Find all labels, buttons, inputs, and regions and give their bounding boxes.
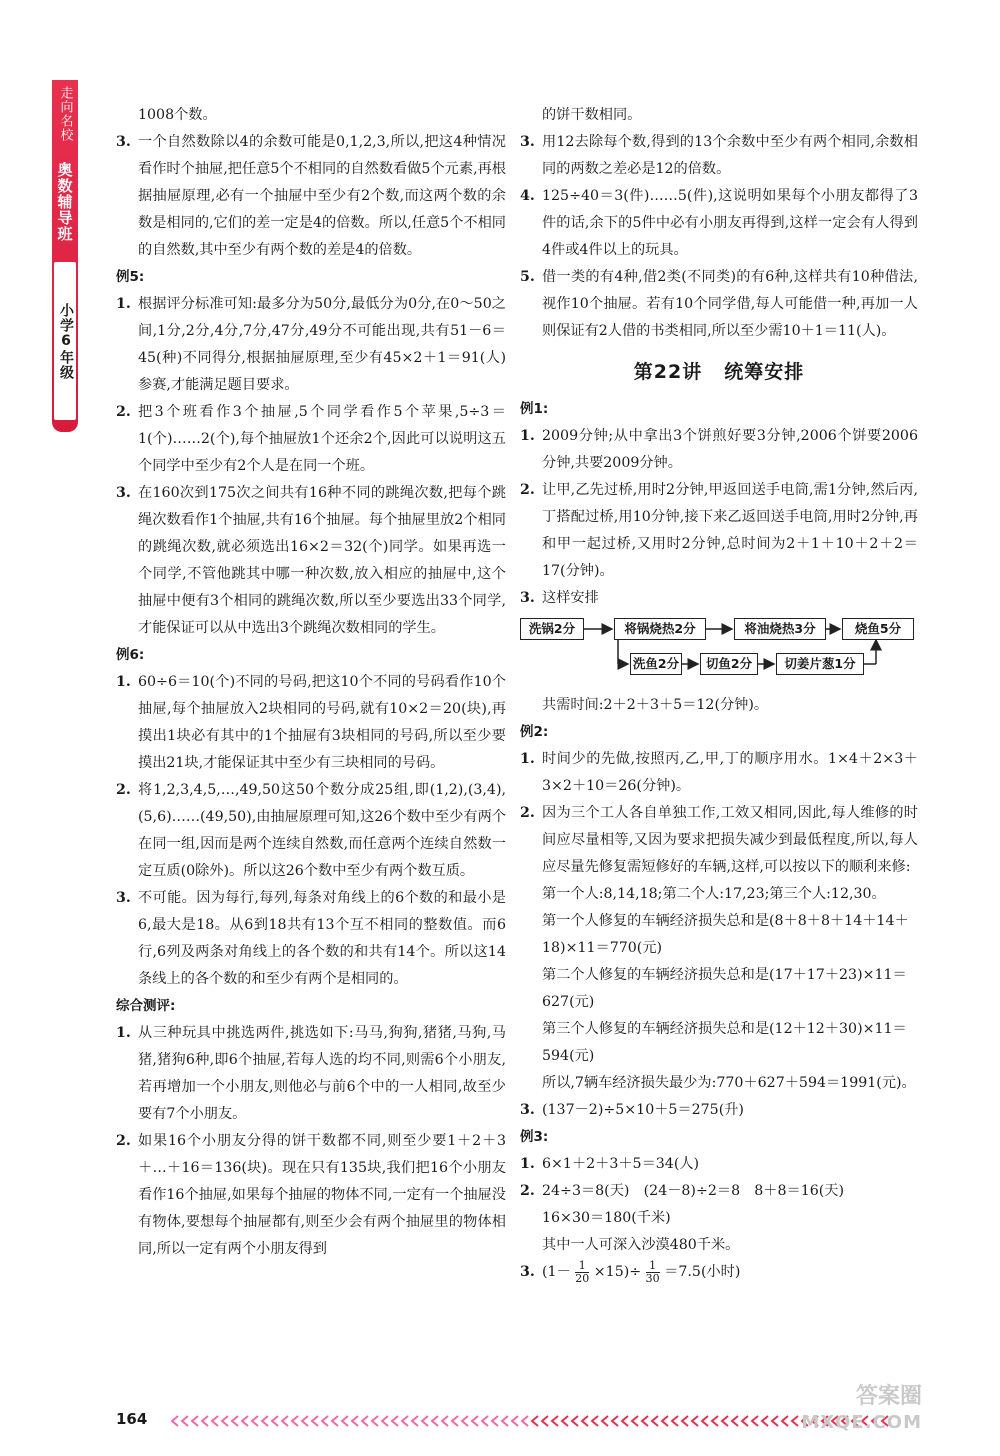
right-column <box>520 102 918 1286</box>
chevron-icon <box>632 1416 638 1426</box>
chevron-icon <box>532 1416 538 1426</box>
chevron-icon <box>352 1416 358 1426</box>
chevron-icon <box>732 1416 738 1426</box>
chevron-icon <box>672 1416 678 1426</box>
answer-item: 1. 6×1＋2＋3＋5＝34(人) <box>520 1156 700 1172</box>
answer-item: 3. 一个自然数除以4的余数可能是0,1,2,3,所以,把这4种情况看作时个抽屉,把任意5个不相同的自然数看做5个元素,再根据抽屉原理,必有一个抽屉中至少有2个数,而这两个数的余数是相同的,它们的差一定是4的倍数。所以,任意5个不相同的自然数,其中至少有两个数的差是4的倍数。 <box>116 134 506 258</box>
answer-item: 3. 不可能。因为每行,每列,每条对角线上的6个数的和最小是6,最大是18。从6到18共有13个互不相同的整数值。而6行,6列及两条对角线上的各个数的和共有14个。所以这14条线上的各个数的和至少有两个是相同的。 <box>116 890 506 987</box>
chevron-icon <box>452 1416 458 1426</box>
chevron-icon <box>272 1416 278 1426</box>
chevron-icon <box>432 1416 438 1426</box>
example-heading: 例5: <box>116 269 145 285</box>
answer-item: 2. 因为三个工人各自单独工作,工效又相同,因此,每人维修的时间应尽量相等,又因为要求把损失减少到最低程度,所以,每人应尽量先修复需短修好的车辆,这样,可以按以下的顺利来修: <box>520 805 918 875</box>
chevron-icon <box>742 1416 748 1426</box>
page-number: 164 <box>116 1410 148 1428</box>
chevron-icon <box>542 1416 548 1426</box>
chevron-icon <box>302 1416 308 1426</box>
answer-item: 1. 从三种玩具中挑选两件,挑选如下:马马,狗狗,猪猪,马狗,马猪,猪狗6种,即6个抽屉,若每人选的均不同,则需6个小朋友,若再增加一个小朋友,则他必与前6个中的一人相同,故至少要有7个小朋友。 <box>116 1025 506 1122</box>
series-course: 奥数辅导班 <box>55 162 74 242</box>
flow-step-cut-fish: 切鱼2分 <box>700 653 758 675</box>
chevron-icon <box>282 1416 288 1426</box>
chevron-icon <box>262 1416 268 1426</box>
chevron-icon <box>242 1416 248 1426</box>
lecture-name: 统筹安排 <box>724 361 805 383</box>
chevron-icon <box>222 1416 228 1426</box>
chevron-icon <box>562 1416 568 1426</box>
text-line: 16×30＝180(千米) <box>542 1210 671 1226</box>
chevron-icon <box>372 1416 378 1426</box>
chevron-icon <box>292 1416 298 1426</box>
chevron-icon <box>312 1416 318 1426</box>
chevron-icon <box>572 1416 578 1426</box>
chevron-icon <box>682 1416 688 1426</box>
fraction: $\frac{1}{20}$ <box>575 1258 590 1285</box>
chevron-icon <box>582 1416 588 1426</box>
chevron-icon <box>462 1416 468 1426</box>
series-grade: 小学6年级 <box>54 262 76 420</box>
flow-step-cook-fish: 烧鱼5分 <box>842 618 914 640</box>
watermark <box>801 1384 922 1436</box>
answer-item: 2. 将1,2,3,4,5,…,49,50这50个数分成25组,即(1,2),(3,4),(5,6)……(49,50),由抽屉原理可知,这26个数中至少有两个在同一组,因而是两个连续自然数,而任意两个连续自然数一定互质(0除外)。所以这26个数中至少有两个数互质。 <box>116 782 506 879</box>
footer-arrow-band <box>170 1414 890 1428</box>
series-side-tab <box>52 80 78 432</box>
answer-item: 2. 把3个班看作3个抽屉,5个同学看作5个苹果,5÷3＝1(个)……2(个),每个抽屉放1个还余2个,因此可以说明这五个同学中至少有2个人是在同一个班。 <box>116 404 506 474</box>
answer-item: 1. 根据评分标准可知:最多分为50分,最低分为0分,在0～50之间,1分,2分,4分,7分,47分,49分不可能出现,共有51－6＝45(种)不同得分,根据抽屉原理,至少有45×2＋1＝91(人)参赛,才能满足题目要求。 <box>116 296 506 393</box>
chevron-icon <box>512 1416 518 1426</box>
chevron-icon <box>382 1416 388 1426</box>
answer-item: 3. 在160次到175次之间共有16种不同的跳绳次数,把每个跳绳次数看作1个抽屉,共有16个抽屉。每个抽屉里放2个相同的跳绳次数,就必须选出16×2＝32(个)同学。如果再选一个同学,不管他跳其中哪一种次数,放入相应的抽屉中,这个抽屉中便有3个相同的跳绳次数,所以至少要选出33个同学,才能保证可以从中选出3个跳绳次数相同的学生。 <box>116 485 506 636</box>
review-heading: 综合测评: <box>116 998 176 1014</box>
answer-item: 5. 借一类的有4种,借2类(不同类)的有6种,这样共有10种借法,视作10个抽屉。若有10个同学借,每人可能借一种,再加一人则保证有2人借的书类相同,所以至少需10＋1＝11(人)。 <box>520 269 918 339</box>
series-label: 走向名校 <box>57 86 73 142</box>
chevron-icon <box>762 1416 768 1426</box>
chevron-icon <box>172 1416 178 1426</box>
chevron-icon <box>692 1416 698 1426</box>
chevron-icon <box>652 1416 658 1426</box>
fraction: $\frac{1}{30}$ <box>645 1258 660 1285</box>
chevron-icon <box>702 1416 708 1426</box>
answer-item: 3. (1－ $\frac{1}{20}$ ×15)÷ $\frac{1}{30}$ ＝7.5(小时) <box>520 1259 918 1286</box>
chevron-icon <box>502 1416 508 1426</box>
chevron-icon <box>232 1416 238 1426</box>
answer-item: 2. 如果16个小朋友分得的饼干数都不同,则至少要1＋2＋3＋…＋16＝136(块)。现在只有135块,我们把16个小朋友看作16个抽屉,如果每个抽屉的物体不同,一定有一个抽屉没有物体,要想每个抽屉都有,则至少会有两个抽屉里的物体相同,所以一定有两个小朋友得到 <box>116 1133 506 1257</box>
fraction-expression: (1－ $\frac{1}{20}$ ×15)÷ $\frac{1}{30}$ ＝7.5(小时) <box>542 1258 741 1285</box>
chevron-icon <box>192 1416 198 1426</box>
example-heading: 例3: <box>520 1129 549 1145</box>
answer-item: 1. 时间少的先做,按照丙,乙,甲,丁的顺序用水。1×4＋2×3＋3×2＋10＝26(分钟)。 <box>520 751 918 794</box>
chevron-icon <box>482 1416 488 1426</box>
flow-step-wash-pot: 洗锅2分 <box>520 618 584 640</box>
answer-item: 1. 2009分钟;从中拿出3个饼煎好要3分钟,2006个饼要2006分钟,共要2009分钟。 <box>520 428 918 471</box>
chevron-icon <box>412 1416 418 1426</box>
flow-step-wash-fish: 洗鱼2分 <box>630 653 682 675</box>
chevron-icon <box>202 1416 208 1426</box>
chevron-icon <box>772 1416 778 1426</box>
text-line: 第一个人修复的车辆经济损失总和是(8＋8＋8＋14＋14＋18)×11＝770(元) <box>542 913 909 956</box>
lecture-title <box>520 359 918 386</box>
answer-item: 1. 60÷6＝10(个)不同的号码,把这10个不同的号码看作10个抽屉,每个抽屉放入2块相同的号码,就有10×2＝20(块),再摸出1块必有其中的1个抽屉有3块相同的号码,所以至少要摸出21块,才能保证其中至少有三块相同的号码。 <box>116 674 506 771</box>
chevron-icon <box>402 1416 408 1426</box>
flow-step-heat-oil: 将油烧热3分 <box>734 618 826 640</box>
text-line: 第二个人修复的车辆经济损失总和是(17＋17＋23)×11＝627(元) <box>542 967 907 1010</box>
chevron-icon <box>612 1416 618 1426</box>
answer-item: 4. 125÷40＝3(件)……5(件),这说明如果每个小朋友都得了3件的话,余下的5件中必有小朋友再得到,这样一定会有人得到4件或4件以上的玩具。 <box>520 188 918 258</box>
chevron-icon <box>472 1416 478 1426</box>
chevron-icon <box>602 1416 608 1426</box>
text-line: 其中一人可深入沙漠480千米。 <box>542 1237 740 1253</box>
left-column <box>116 102 506 1263</box>
watermark-logo-text: 答案圈 <box>855 1384 922 1409</box>
text-line: 第三个人修复的车辆经济损失总和是(12＋12＋30)×11＝594(元) <box>542 1021 907 1064</box>
chevron-icon <box>622 1416 628 1426</box>
chevron-icon <box>332 1416 338 1426</box>
example-heading: 例2: <box>520 724 549 740</box>
chevron-icon <box>782 1416 788 1426</box>
chevron-icon <box>492 1416 498 1426</box>
chevron-icon <box>712 1416 718 1426</box>
chevron-icon <box>212 1416 218 1426</box>
text-line: 第一个人:8,14,18;第二个人:17,23;第三个人:12,30。 <box>542 886 886 902</box>
continued-text: 的饼干数相同。 <box>542 107 642 123</box>
answer-item: 3. (137－2)÷5×10＋5＝275(升) <box>520 1102 744 1118</box>
chevron-icon <box>522 1416 528 1426</box>
chevron-icon <box>182 1416 188 1426</box>
chevron-icon <box>722 1416 728 1426</box>
chevron-icon <box>592 1416 598 1426</box>
chevron-icon <box>392 1416 398 1426</box>
chevron-icon <box>252 1416 258 1426</box>
chevron-icon <box>422 1416 428 1426</box>
chevron-icon <box>662 1416 668 1426</box>
chevron-icon <box>792 1416 798 1426</box>
text-line: 所以,7辆车经济损失最少为:770＋627＋594＝1991(元)。 <box>542 1075 916 1091</box>
chevron-icon <box>322 1416 328 1426</box>
answer-item: 3. 这样安排 <box>520 590 599 606</box>
example-heading: 例1: <box>520 401 549 417</box>
lecture-number: 第22讲 <box>633 361 703 383</box>
flow-step-heat-pot: 将锅烧热2分 <box>614 618 706 640</box>
chevron-icon <box>362 1416 368 1426</box>
example-heading: 例6: <box>116 647 145 663</box>
chevron-icon <box>642 1416 648 1426</box>
chevron-icon <box>552 1416 558 1426</box>
chevron-icon <box>442 1416 448 1426</box>
continued-text: 1008个数。 <box>138 107 217 123</box>
chevron-icon <box>752 1416 758 1426</box>
chevron-icon <box>342 1416 348 1426</box>
answer-item: 2. 让甲,乙先过桥,用时2分钟,甲返回送手电筒,需1分钟,然后丙,丁搭配过桥,用10分钟,接下来乙返回送手电筒,用时2分钟,再和甲一起过桥,又用时2分钟,总时间为2＋1＋10＋2＋2＝17(分钟)。 <box>520 482 918 579</box>
answer-item: 3. 用12去除每个数,得到的13个余数中至少有两个相同,余数相同的两数之差必是12的倍数。 <box>520 134 918 177</box>
watermark-url: MXQE.COM <box>801 1412 922 1433</box>
cooking-flowchart <box>520 618 918 688</box>
total-time: 共需时间:2＋2＋3＋5＝12(分钟)。 <box>542 697 769 713</box>
flow-step-cut-ginger: 切姜片葱1分 <box>776 653 864 675</box>
answer-item: 2. 24÷3＝8(天) (24－8)÷2＝8 8＋8＝16(天) <box>520 1183 845 1199</box>
